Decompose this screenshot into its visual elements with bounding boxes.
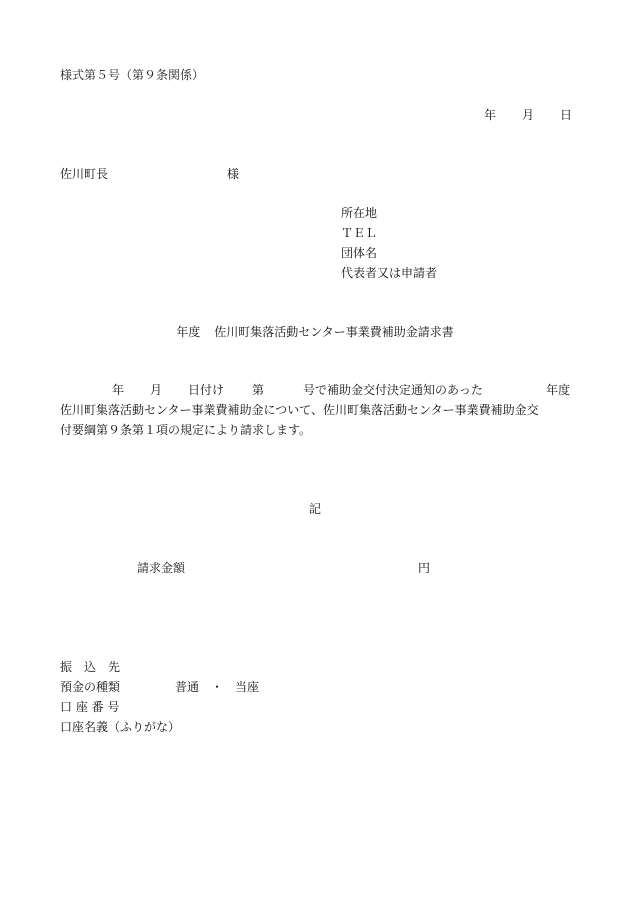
account-name-label: 口座名義（ふりがな） <box>60 720 181 734</box>
body-notice: 号で補助金交付決定通知のあった <box>303 383 483 397</box>
date-year: 年 <box>483 108 496 122</box>
addressee-honorific: 様 <box>227 167 240 181</box>
account-type-row <box>60 680 260 700</box>
amount-label: 請求金額 <box>137 561 186 575</box>
representative-label: 代表者又は申請者 <box>341 266 438 280</box>
body-line-2: 佐川町集落活動センター事業費補助金について、佐川町集落活動センター事業費補助金交 <box>60 403 539 417</box>
document-title <box>0 325 630 341</box>
tel-label: ＴＥＬ <box>341 226 378 240</box>
ki-marker: 記 <box>308 502 321 516</box>
date-line <box>484 108 572 124</box>
body-line-3: 付要綱第９条第１項の規定により請求します。 <box>60 423 312 437</box>
amount-unit: 円 <box>418 561 431 575</box>
group-name-label: 団体名 <box>341 246 378 260</box>
account-type-label: 預金の種類 <box>60 680 121 694</box>
body-month: 月 <box>150 383 163 397</box>
date-month: 月 <box>521 108 534 122</box>
applicant-block <box>341 206 437 286</box>
date-day: 日 <box>559 108 572 122</box>
body-fiscal-year: 年度 <box>546 383 571 397</box>
account-number-label: 口 座 番 号 <box>60 700 120 714</box>
bank-block <box>60 660 260 740</box>
bank-heading: 振 込 先 <box>60 660 121 674</box>
body-year: 年 <box>112 383 125 397</box>
account-type-options: 普通 ・ 当座 <box>175 680 260 694</box>
title-year: 年度 <box>176 325 201 339</box>
address-label: 所在地 <box>341 206 378 220</box>
body-number-prefix: 第 <box>252 383 265 397</box>
form-number: 様式第５号（第９条関係） <box>60 68 205 82</box>
title-text: 佐川町集落活動センター事業費補助金請求書 <box>214 325 454 339</box>
body-dated: 日付け <box>188 383 225 397</box>
addressee-name: 佐川町長 <box>60 167 109 181</box>
